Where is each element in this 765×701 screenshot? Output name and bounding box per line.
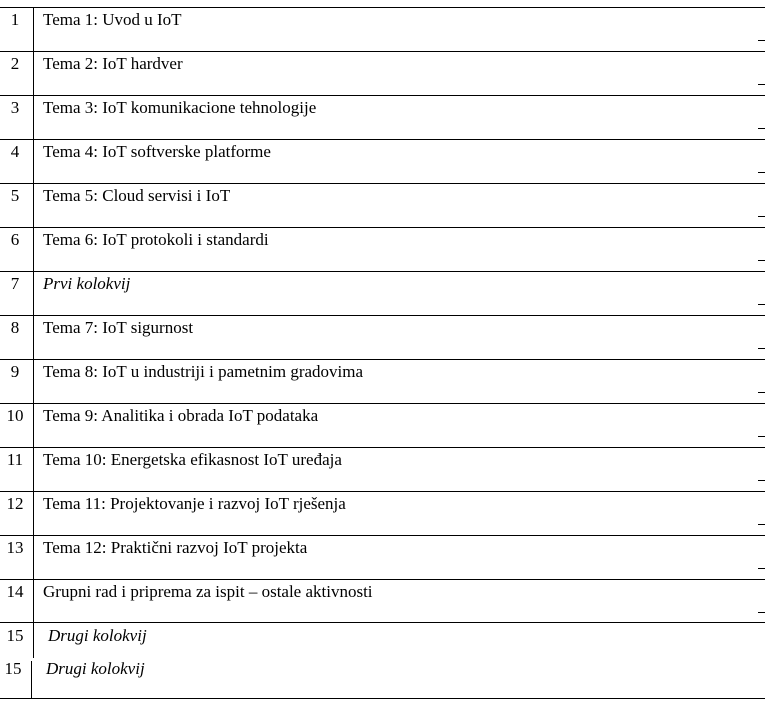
- table-bottom-border: [0, 698, 765, 699]
- column-divider-offset: [31, 661, 32, 698]
- row-divider: [0, 447, 765, 448]
- row-topic: Tema 1: Uvod u IoT: [43, 10, 182, 29]
- row-divider: [0, 359, 765, 360]
- row-topic: Tema 6: IoT protokoli i standardi: [43, 230, 269, 249]
- row-number: 10: [6, 406, 24, 425]
- edge-tick: [758, 392, 765, 393]
- row-number: 3: [10, 98, 20, 117]
- column-divider: [33, 7, 34, 658]
- edge-tick: [758, 524, 765, 525]
- row-topic: Grupni rad i priprema za ispit – ostale aktivnosti: [43, 582, 373, 601]
- row-topic: Tema 7: IoT sigurnost: [43, 318, 194, 337]
- row-number: 11: [6, 450, 24, 469]
- row-divider: [0, 227, 765, 228]
- edge-tick: [758, 40, 765, 41]
- row-topic-exam: Drugi kolokvij: [48, 626, 147, 645]
- edge-tick: [758, 480, 765, 481]
- row-divider: [0, 622, 765, 623]
- row-divider: [0, 535, 765, 536]
- row-topic: Tema 9: Analitika i obrada IoT podataka: [43, 406, 319, 425]
- edge-tick: [758, 84, 765, 85]
- row-topic-exam: Prvi kolokvij: [43, 274, 131, 293]
- row-topic: Tema 3: IoT komunikacione tehnologije: [43, 98, 317, 117]
- row-divider: [0, 315, 765, 316]
- row-number: 8: [10, 318, 20, 337]
- edge-tick: [758, 260, 765, 261]
- edge-tick: [758, 568, 765, 569]
- row-divider: [0, 95, 765, 96]
- row-number: 6: [10, 230, 20, 249]
- edge-tick: [758, 612, 765, 613]
- row-topic: Tema 8: IoT u industriji i pametnim gradovima: [43, 362, 364, 381]
- row-topic: Tema 4: IoT softverske platforme: [43, 142, 271, 161]
- edge-tick: [758, 216, 765, 217]
- row-divider: [0, 579, 765, 580]
- row-topic: Tema 10: Energetska efikasnost IoT uređaja: [43, 450, 342, 469]
- row-number: 5: [10, 186, 20, 205]
- row-divider: [0, 7, 765, 8]
- row-number: 4: [10, 142, 20, 161]
- row-divider: [0, 139, 765, 140]
- overlay-row-topic: Drugi kolokvij: [46, 659, 145, 678]
- row-number: 2: [10, 54, 20, 73]
- edge-tick: [758, 128, 765, 129]
- row-divider: [0, 403, 765, 404]
- row-number: 15: [6, 626, 24, 645]
- row-number: 7: [10, 274, 20, 293]
- row-topic: Tema 5: Cloud servisi i IoT: [43, 186, 231, 205]
- row-topic: Tema 12: Praktični razvoj IoT projekta: [43, 538, 308, 557]
- edge-tick: [758, 304, 765, 305]
- edge-tick: [758, 172, 765, 173]
- row-divider: [0, 491, 765, 492]
- edge-tick: [758, 348, 765, 349]
- row-number: 14: [6, 582, 24, 601]
- row-topic: Tema 2: IoT hardver: [43, 54, 183, 73]
- row-divider: [0, 271, 765, 272]
- row-number: 13: [6, 538, 24, 557]
- row-number: 12: [6, 494, 24, 513]
- edge-tick: [758, 436, 765, 437]
- overlay-row-number: 15: [4, 659, 22, 678]
- row-divider: [0, 51, 765, 52]
- row-number: 1: [10, 10, 20, 29]
- row-topic: Tema 11: Projektovanje i razvoj IoT rješenja: [43, 494, 346, 513]
- row-divider: [0, 183, 765, 184]
- row-number: 9: [10, 362, 20, 381]
